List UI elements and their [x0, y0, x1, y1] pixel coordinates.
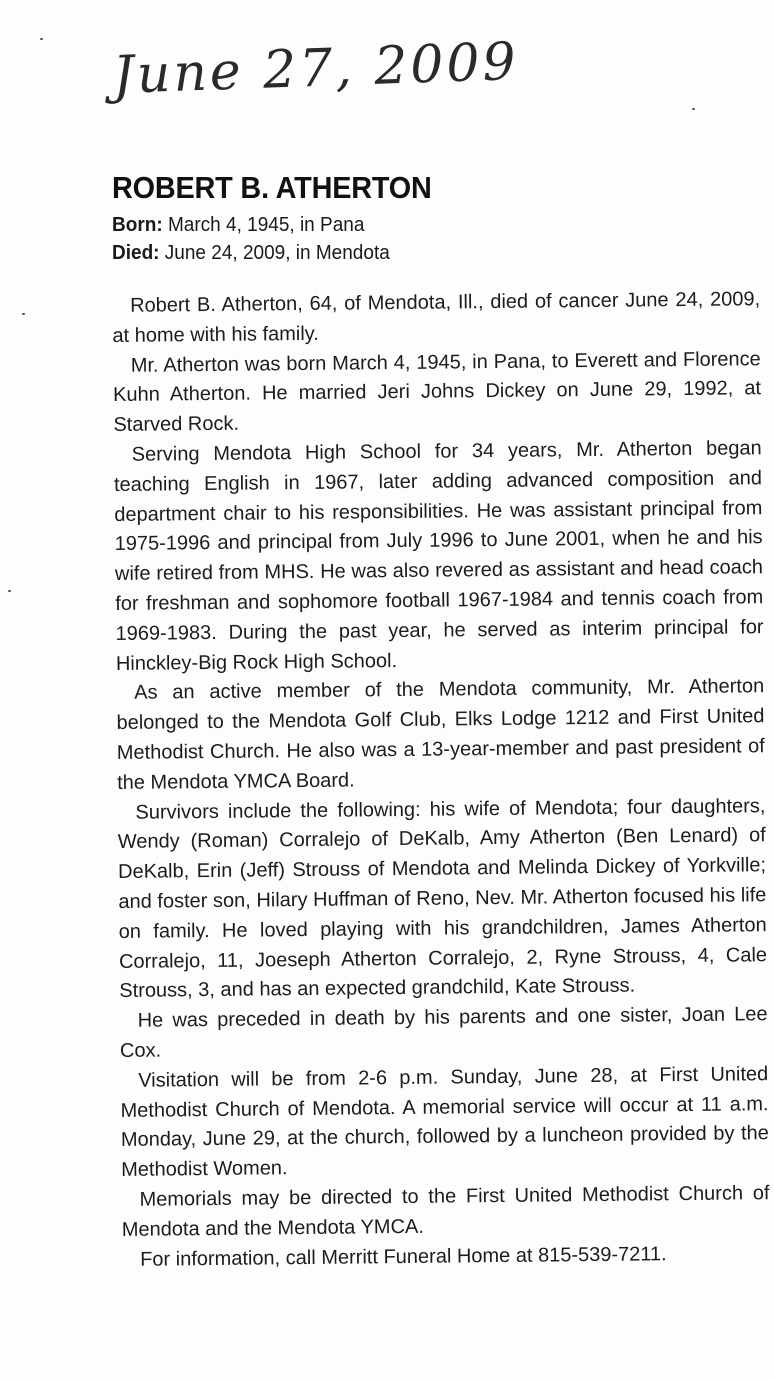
died-value: June 24, 2009, in Mendota	[164, 242, 390, 264]
scan-speck	[8, 590, 11, 592]
scan-speck	[22, 313, 25, 315]
died-row	[112, 239, 390, 267]
scan-speck	[692, 108, 695, 110]
born-value: March 4, 1945, in Pana	[167, 214, 365, 236]
paragraph-birth-marriage: Mr. Atherton was born March 4, 1945, in Pana, to Everett and Florence Kuhn Atherton. He married Jeri Johns Dickey on June 29, 1992, at Starved Rock.	[112, 347, 762, 437]
paragraph-visitation: Visitation will be from 2-6 p.m. Sunday, June 28, at First United Methodist Church of Mendota. A memorial service will occur at 11 a.m. Monday, June 29, at the church, followed by a luncheon provided by the Methodist Women.	[120, 1062, 769, 1182]
died-label: Died:	[112, 242, 160, 264]
born-label: Born:	[112, 214, 163, 236]
paragraph-funeral-home: For information, call Merritt Funeral Home at 815-539-7211.	[140, 1242, 667, 1271]
vital-facts	[112, 211, 390, 267]
paragraph-memorials: Memorials may be directed to the First United Methodist Church of Mendota and the Mendota YMCA.	[121, 1182, 770, 1241]
paragraph-survivors: Survivors include the following: his wife of Mendota; four daughters, Wendy (Roman) Corralejo of DeKalb, Amy Atherton (Ben Lenard) of DeKalb, Erin (Jeff) Strouss of Mendota and Melinda Dickey of Yorkville; and foster son, Hilary Huffman of Reno, Nev. Mr. Atherton focused his life on family. He loved playing with his grandchildren, James Atherton Corralejo, 11, Joeseph Atherton Corralejo, 2, Ryne Strouss, 4, Cale Strouss, 3, and has an expected grandchild, Kate Strouss.	[117, 794, 768, 1003]
scan-speck	[40, 38, 43, 40]
handwritten-date: June 27, 2009	[112, 31, 520, 106]
obituary-body	[112, 285, 770, 1275]
born-row	[112, 211, 390, 239]
paragraph-death-notice: Robert B. Atherton, 64, of Mendota, Ill., died of cancer June 24, 2009, at home with his family.	[112, 288, 761, 347]
paragraph-preceded: He was preceded in death by his parents and one sister, Joan Lee Cox.	[119, 1003, 768, 1062]
paragraph-community: As an active member of the Mendota community, Mr. Atherton belonged to the Mendota Golf Club, Elks Lodge 1212 and First United Methodist Church. He also was a 13-year-member and past president of the Mendota YMCA Board.	[116, 675, 765, 794]
obituary-name-heading: ROBERT B. ATHERTON	[112, 170, 432, 205]
paragraph-career: Serving Mendota High School for 34 years, Mr. Atherton began teaching English in 1967, later adding advanced composition and department chair to his responsibilities. He was assistant principal from 1975-1996 and principal from July 1996 to June 2001, when he and his wife retired from MHS. He was also revered as assistant and head coach for freshman and sophomore football 1967-1984 and tennis coach from 1969-1983. During the past year, he served as interim principal for Hinckley-Big Rock High School.	[113, 437, 764, 675]
